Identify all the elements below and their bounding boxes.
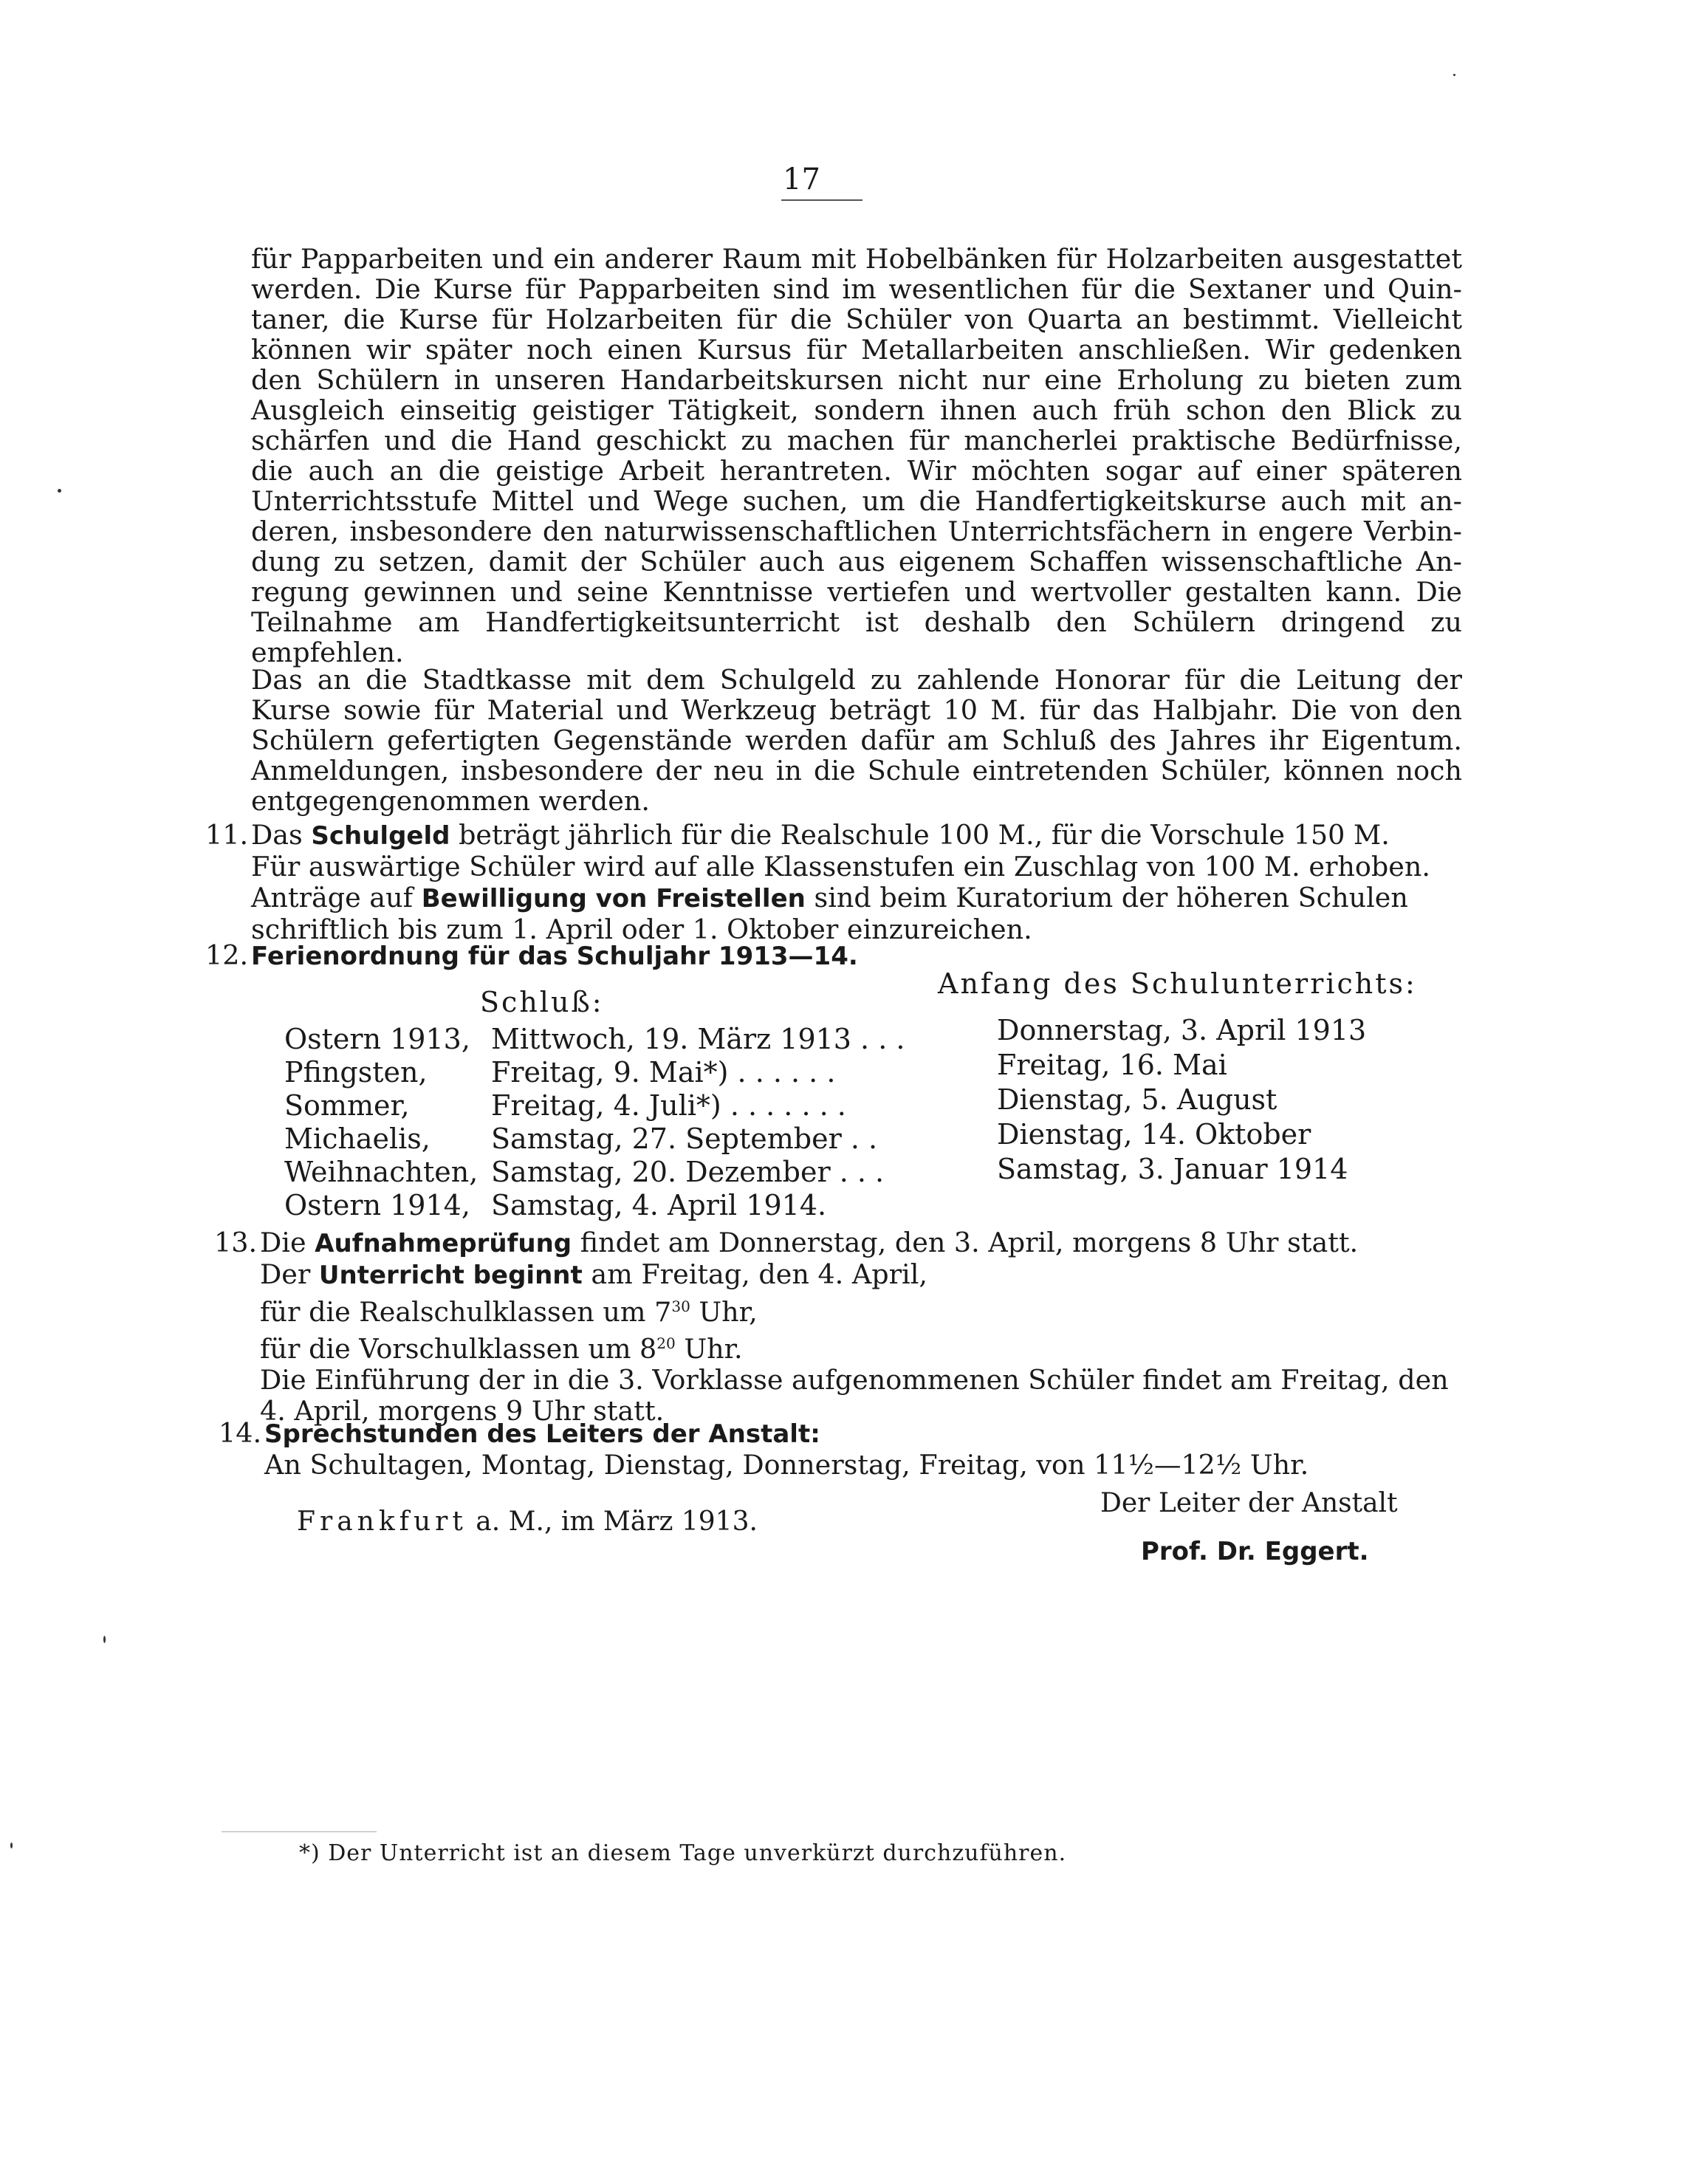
text-line: werden. Die Kurse für Papparbeiten sind im wesentlichen für die Sextaner und Quin- <box>251 273 1462 305</box>
intro-paragraph <box>251 244 1462 668</box>
holiday-name: Weihnachten, <box>284 1156 479 1188</box>
text-line: Anmeldungen, insbesondere der neu in die Schule eintretenden Schüler, können noch <box>251 755 1462 786</box>
holiday-end: Freitag, 9. Mai*) . . . . . . <box>491 1056 836 1089</box>
text-line: deren, insbesondere den naturwissenschaftlichen Unterrichtsfächern in engere Verbin- <box>251 515 1462 547</box>
text-run: am Freitag, den 4. April, <box>582 1258 927 1290</box>
schedule-row <box>284 1189 1392 1223</box>
holiday-start: Dienstag, 14. Oktober <box>997 1118 1311 1151</box>
time-superscript: 30 <box>671 1298 690 1315</box>
holiday-end: Mittwoch, 19. März 1913 . . . <box>491 1023 905 1055</box>
text-run: Uhr, <box>690 1296 758 1329</box>
section-title: Sprechstunden des Leiters der Anstalt: <box>264 1419 820 1449</box>
text-run: für die Realschulklassen um 7 <box>260 1296 672 1329</box>
text-run: beträgt jährlich für die Realschule 100 M., für die Vorschule 150 M. <box>450 819 1390 851</box>
text-run: An Schultagen, Montag, Dienstag, Donnerstag, Freitag, von 11½—12½ Uhr. <box>264 1449 1309 1481</box>
section-number: 13. <box>214 1227 258 1258</box>
date-text: a. M., im März 1913. <box>467 1507 758 1537</box>
page-number-rule <box>781 199 862 201</box>
scan-speck <box>1453 74 1455 76</box>
section-number: 14. <box>219 1417 262 1449</box>
scan-speck <box>58 489 61 493</box>
text-line: Das an die Stadtkasse mit dem Schulgeld zu zahlende Honorar für die Leitung der <box>251 664 1462 696</box>
text-line: Ausgleich einseitig geistiger Tätigkeit, sondern ihnen auch früh schon den Blick zu <box>251 394 1462 426</box>
text-run: Der <box>260 1258 319 1290</box>
time-superscript: 20 <box>656 1334 676 1353</box>
text-line: können wir später noch einen Kursus für Metallarbeiten anschließen. Wir gedenken <box>251 334 1462 366</box>
signature-title: Der Leiter der Anstalt <box>1100 1488 1398 1518</box>
bold-term-unterricht-beginnt: Unterricht beginnt <box>318 1261 583 1290</box>
section-14 <box>219 1418 1309 1481</box>
text-line: empfehlen. <box>251 637 404 668</box>
text-line: taner, die Kurse für Holzarbeiten für die Schüler von Quarta an bestimmt. Vielleicht <box>251 304 1462 335</box>
text-run: für die Vorschulklassen um 8 <box>260 1333 657 1365</box>
text-line: dung zu setzen, damit der Schüler auch aus eigenem Schaffen wissenschaftliche An- <box>251 546 1462 577</box>
holiday-start: Dienstag, 5. August <box>997 1083 1277 1116</box>
text-run: Das <box>251 819 312 851</box>
text-run: Die <box>260 1227 315 1258</box>
footnote-rule <box>222 1831 377 1832</box>
holiday-end: Samstag, 20. Dezember . . . <box>491 1156 885 1188</box>
holiday-name: Sommer, <box>284 1089 410 1122</box>
text-line: die auch an die geistige Arbeit herantreten. Wir möchten sogar auf einer späteren <box>251 455 1462 487</box>
place-name: Frankfurt <box>297 1507 467 1537</box>
text-run: 4. April, morgens 9 Uhr statt. <box>260 1395 665 1427</box>
text-line: Unterrichtsstufe Mittel und Wege suchen, um die Handfertigkeitskurse auch mit an- <box>251 485 1462 517</box>
bold-term-aufnahmepruefung: Aufnahmeprüfung <box>315 1229 572 1258</box>
scan-speck <box>103 1636 106 1643</box>
text-run: Uhr. <box>675 1333 743 1365</box>
holiday-end: Freitag, 4. Juli*) . . . . . . . <box>491 1089 846 1122</box>
text-run: Die Einführung der in die 3. Vorklasse aufgenommenen Schüler findet am Freitag, den <box>260 1364 1449 1396</box>
schedule-header-end: Schluß: <box>480 986 604 1018</box>
holiday-start: Samstag, 3. Januar 1914 <box>997 1153 1348 1185</box>
bold-term-schulgeld: Schulgeld <box>311 821 450 851</box>
text-line: für Papparbeiten und ein anderer Raum mit Hobelbänken für Holzarbeiten ausgestattet <box>251 243 1462 275</box>
footnote: *) Der Unterricht ist an diesem Tage unverkürzt durchzuführen. <box>299 1840 1067 1866</box>
text-line: regung gewinnen und seine Kenntnisse vertiefen und wertvoller gestalten kann. Die <box>251 576 1462 608</box>
schedule-row <box>284 1118 1392 1156</box>
text-line: entgegengenommen werden. <box>251 785 650 817</box>
place-date <box>297 1507 758 1537</box>
text-run: schriftlich bis zum 1. April oder 1. Oktober einzureichen. <box>251 914 1032 945</box>
holiday-end: Samstag, 27. September . . <box>491 1122 878 1155</box>
schedule-row <box>284 1153 1392 1190</box>
holiday-start: Freitag, 16. Mai <box>997 1049 1227 1081</box>
holiday-end: Samstag, 4. April 1914. <box>491 1189 827 1221</box>
holiday-start: Donnerstag, 3. April 1913 <box>997 1014 1367 1046</box>
text-line: schärfen und die Hand geschickt zu machen für mancherlei praktische Bedürfnisse, <box>251 425 1462 456</box>
fee-paragraph <box>251 665 1462 816</box>
signature-name <box>1141 1536 1369 1566</box>
holiday-name: Ostern 1914, <box>284 1189 470 1221</box>
text-line: Kurse sowie für Material und Werkzeug beträgt 10 M. für das Halbjahr. Die von den <box>251 694 1462 726</box>
holiday-name: Michaelis, <box>284 1122 431 1155</box>
text-line: den Schülern in unseren Handarbeitskursen nicht nur eine Erholung zu bieten zum <box>251 364 1462 396</box>
text-run: findet am Donnerstag, den 3. April, morgens 8 Uhr statt. <box>572 1227 1359 1258</box>
section-number: 12. <box>205 939 249 971</box>
text-line: Schülern gefertigten Gegenstände werden dafür am Schluß des Jahres ihr Eigentum. <box>251 724 1462 756</box>
section-title: Ferienordnung für das Schuljahr 1913—14. <box>251 942 858 971</box>
section-11 <box>205 820 1430 945</box>
text-run: Anträge auf <box>251 882 422 914</box>
section-12-heading <box>205 940 858 972</box>
holiday-name: Pfingsten, <box>284 1056 428 1089</box>
text-run: Für auswärtige Schüler wird auf alle Klassenstufen ein Zuschlag von 100 M. erhoben. <box>251 851 1430 882</box>
text-line: Teilnahme am Handfertigkeitsunterricht ist deshalb den Schülern dringend zu <box>251 606 1462 638</box>
section-number: 11. <box>205 819 249 851</box>
bold-term-freistellen: Bewilligung von Freistellen <box>421 884 806 914</box>
section-13 <box>214 1227 1449 1427</box>
text-run: sind beim Kuratorium der höheren Schulen <box>805 882 1408 914</box>
scan-speck <box>10 1843 13 1848</box>
page-number: 17 <box>783 162 820 196</box>
signature-name-text: Prof. Dr. Eggert. <box>1141 1537 1369 1566</box>
schedule-header-start: Anfang des Schulunterrichts: <box>938 967 1417 1000</box>
holiday-name: Ostern 1913, <box>284 1023 470 1055</box>
